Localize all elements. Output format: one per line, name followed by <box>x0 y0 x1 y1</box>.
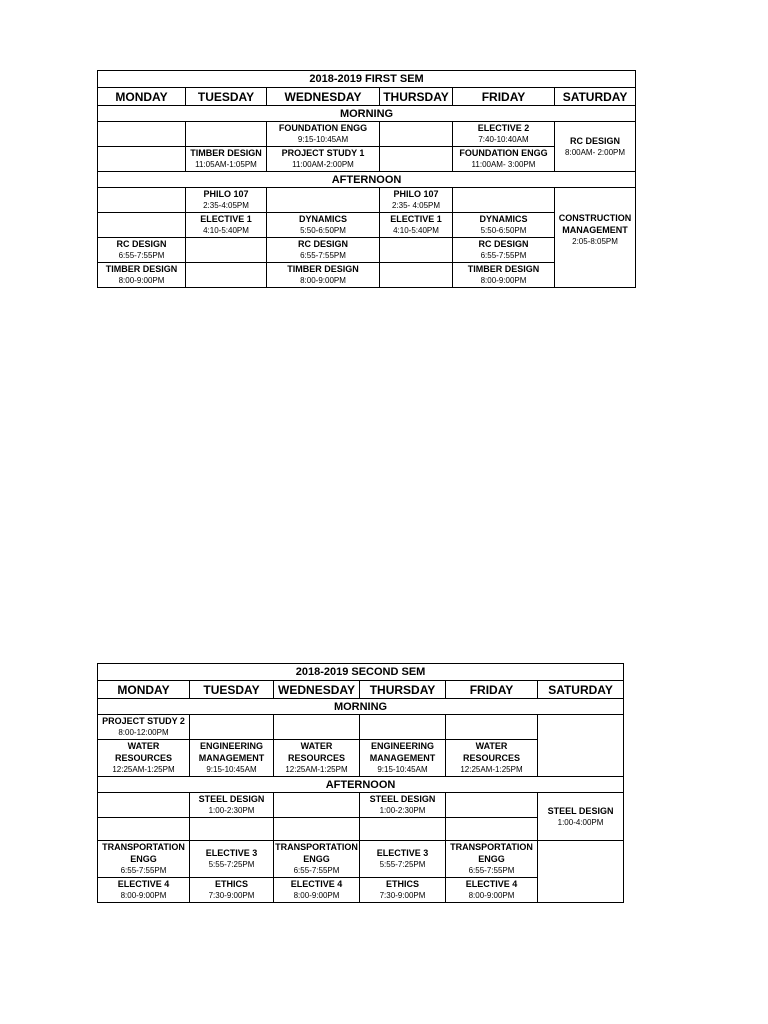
class-time: 8:00-9:00PM <box>120 891 167 900</box>
class-time: 12:25AM-1:25PM <box>112 765 175 774</box>
day-header-thursday: THURSDAY <box>380 88 453 106</box>
class-cell <box>98 740 190 777</box>
class-time: 6:55-7:55PM <box>468 866 515 875</box>
empty-cell <box>190 715 274 740</box>
empty-cell <box>274 818 360 841</box>
empty-cell <box>98 122 186 147</box>
class-time: 7:40-10:40AM <box>478 135 529 144</box>
empty-cell <box>98 818 190 841</box>
day-header-row <box>98 681 624 699</box>
class-time: 8:00-9:00PM <box>293 891 340 900</box>
empty-cell <box>380 263 453 288</box>
class-subject: TRANSPORTATION ENGG <box>450 842 533 864</box>
class-subject: TRANSPORTATION ENGG <box>102 842 185 864</box>
empty-cell <box>98 793 190 818</box>
empty-cell <box>186 122 267 147</box>
class-time: 6:55-7:55PM <box>300 251 346 260</box>
class-time: 8:00-9:00PM <box>300 276 346 285</box>
class-cell <box>98 841 190 878</box>
section-morning: MORNING <box>98 699 624 715</box>
class-subject: RC DESIGN <box>570 135 621 146</box>
class-time: 2:05-8:05PM <box>572 237 618 246</box>
class-time: 12:25AM-1:25PM <box>285 765 348 774</box>
class-subject: STEEL DESIGN <box>198 794 265 804</box>
class-time: 9:15-10:45AM <box>377 765 428 774</box>
class-cell <box>274 841 360 878</box>
class-cell <box>186 213 267 238</box>
class-time: 8:00-12:00PM <box>118 728 169 737</box>
schedule-title: 2018-2019 FIRST SEM <box>98 71 636 88</box>
class-subject: ELECTIVE 1 <box>200 214 252 224</box>
class-cell <box>274 740 360 777</box>
class-subject: DYNAMICS <box>298 214 347 224</box>
class-subject: WATER RESOURCES <box>287 741 345 763</box>
class-cell <box>380 213 453 238</box>
empty-cell <box>446 818 538 841</box>
class-time: 6:55-7:55PM <box>480 251 527 260</box>
class-cell <box>360 740 446 777</box>
class-cell <box>380 188 453 213</box>
class-cell <box>190 878 274 903</box>
class-time: 9:15-10:45AM <box>206 765 257 774</box>
class-subject: TRANSPORTATION ENGG <box>275 842 358 864</box>
class-cell <box>190 841 274 878</box>
class-cell <box>360 793 446 818</box>
empty-cell <box>453 188 555 213</box>
class-time: 6:55-7:55PM <box>293 866 340 875</box>
empty-cell <box>267 188 380 213</box>
class-cell <box>538 793 624 841</box>
class-time: 2:35-4:05PM <box>203 201 249 210</box>
class-subject: FOUNDATION ENGG <box>278 123 368 133</box>
class-subject: ELECTIVE 4 <box>465 879 518 889</box>
class-subject: RC DESIGN <box>297 239 348 249</box>
class-time: 7:30-9:00PM <box>208 891 255 900</box>
class-cell <box>453 263 555 288</box>
class-time: 1:00-2:30PM <box>379 806 426 815</box>
class-subject: PHILO 107 <box>203 189 249 199</box>
class-subject: PROJECT STUDY 2 <box>102 716 185 726</box>
empty-cell <box>538 715 624 777</box>
class-time: 1:00-2:30PM <box>208 806 255 815</box>
day-header-friday: FRIDAY <box>453 88 555 106</box>
class-subject: TIMBER DESIGN <box>467 264 540 274</box>
class-cell <box>267 238 380 263</box>
class-subject: DYNAMICS <box>479 214 528 224</box>
class-cell <box>267 147 380 172</box>
class-time: 6:55-7:55PM <box>120 866 167 875</box>
class-cell <box>446 740 538 777</box>
empty-cell <box>360 818 446 841</box>
day-header-tuesday: TUESDAY <box>186 88 267 106</box>
class-subject: ETHICS <box>385 879 419 889</box>
class-time: 11:00AM- 3:00PM <box>471 160 536 169</box>
class-subject: PROJECT STUDY 1 <box>281 148 365 158</box>
class-cell <box>453 238 555 263</box>
class-cell <box>190 793 274 818</box>
empty-cell <box>186 263 267 288</box>
section-afternoon: AFTERNOON <box>98 777 624 793</box>
class-cell <box>267 122 380 147</box>
class-time: 12:25AM-1:25PM <box>460 765 523 774</box>
empty-cell <box>538 841 624 903</box>
empty-cell <box>98 188 186 213</box>
class-cell <box>555 188 636 288</box>
class-cell <box>453 122 555 147</box>
day-header-monday: MONDAY <box>98 88 186 106</box>
empty-cell <box>380 238 453 263</box>
class-time: 8:00-9:00PM <box>118 276 165 285</box>
empty-cell <box>274 793 360 818</box>
class-time: 5:50-6:50PM <box>300 226 346 235</box>
class-subject: ELECTIVE 1 <box>390 214 442 224</box>
empty-cell <box>380 147 453 172</box>
second-sem-schedule-table <box>97 663 624 903</box>
class-cell <box>186 147 267 172</box>
class-time: 6:55-7:55PM <box>118 251 165 260</box>
class-cell <box>98 715 190 740</box>
class-subject: ETHICS <box>214 879 248 889</box>
empty-cell <box>190 818 274 841</box>
empty-cell <box>360 715 446 740</box>
day-header-saturday: SATURDAY <box>538 681 624 699</box>
day-header-wednesday: WEDNESDAY <box>274 681 360 699</box>
empty-cell <box>380 122 453 147</box>
class-cell <box>186 188 267 213</box>
class-time: 4:10-5:40PM <box>203 226 249 235</box>
day-header-wednesday: WEDNESDAY <box>267 88 380 106</box>
section-morning: MORNING <box>98 106 636 122</box>
class-subject: ELECTIVE 2 <box>477 123 530 133</box>
class-subject: WATER RESOURCES <box>462 741 520 763</box>
class-time: 5:55-7:25PM <box>208 860 255 869</box>
schedule-title: 2018-2019 SECOND SEM <box>98 664 624 681</box>
class-time: 2:35- 4:05PM <box>391 201 441 210</box>
class-subject: RC DESIGN <box>478 239 529 249</box>
first-sem-schedule-table <box>97 70 636 288</box>
empty-cell <box>98 213 186 238</box>
class-time: 4:10-5:40PM <box>393 226 439 235</box>
class-cell <box>267 213 380 238</box>
class-subject: ELECTIVE 3 <box>205 848 258 858</box>
class-subject: STEEL DESIGN <box>369 794 436 804</box>
class-subject: ENGINEERING MANAGEMENT <box>198 741 265 763</box>
day-header-row <box>98 88 636 106</box>
class-time: 8:00-9:00PM <box>468 891 515 900</box>
class-subject: CONSTRUCTION MANAGEMENT <box>558 213 632 235</box>
class-cell <box>446 841 538 878</box>
day-header-saturday: SATURDAY <box>555 88 636 106</box>
class-cell <box>453 147 555 172</box>
class-subject: WATER RESOURCES <box>114 741 172 763</box>
class-cell <box>274 878 360 903</box>
class-time: 1:00-4:00PM <box>557 817 604 827</box>
section-afternoon: AFTERNOON <box>98 172 636 188</box>
class-cell <box>98 263 186 288</box>
class-subject: ENGINEERING MANAGEMENT <box>369 741 436 763</box>
class-time: 5:55-7:25PM <box>379 860 426 869</box>
class-subject: ELECTIVE 4 <box>290 879 343 889</box>
class-cell <box>98 878 190 903</box>
class-subject: FOUNDATION ENGG <box>459 148 548 158</box>
class-time: 7:30-9:00PM <box>379 891 426 900</box>
day-header-tuesday: TUESDAY <box>190 681 274 699</box>
class-time: 9:15-10:45AM <box>297 135 349 144</box>
empty-cell <box>186 238 267 263</box>
day-header-friday: FRIDAY <box>446 681 538 699</box>
class-time: 8:00-9:00PM <box>480 276 527 285</box>
empty-cell <box>98 147 186 172</box>
class-cell <box>267 263 380 288</box>
class-cell <box>555 122 636 172</box>
class-subject: ELECTIVE 3 <box>376 848 429 858</box>
class-subject: ELECTIVE 4 <box>117 879 170 889</box>
day-header-monday: MONDAY <box>98 681 190 699</box>
class-cell <box>360 878 446 903</box>
empty-cell <box>274 715 360 740</box>
class-time: 8:00AM- 2:00PM <box>565 147 626 157</box>
class-time: 11:00AM-2:00PM <box>292 160 354 169</box>
class-time: 11:05AM-1:05PM <box>195 160 257 169</box>
class-cell <box>453 213 555 238</box>
class-cell <box>98 238 186 263</box>
class-subject: PHILO 107 <box>393 189 439 199</box>
class-subject: TIMBER DESIGN <box>287 264 359 274</box>
class-subject: TIMBER DESIGN <box>105 264 178 274</box>
class-cell <box>360 841 446 878</box>
empty-cell <box>446 715 538 740</box>
class-subject: STEEL DESIGN <box>547 805 614 816</box>
class-time: 5:50-6:50PM <box>480 226 527 235</box>
class-cell <box>446 878 538 903</box>
class-subject: RC DESIGN <box>116 239 167 249</box>
day-header-thursday: THURSDAY <box>360 681 446 699</box>
empty-cell <box>446 793 538 818</box>
class-subject: TIMBER DESIGN <box>190 148 262 158</box>
class-cell <box>190 740 274 777</box>
